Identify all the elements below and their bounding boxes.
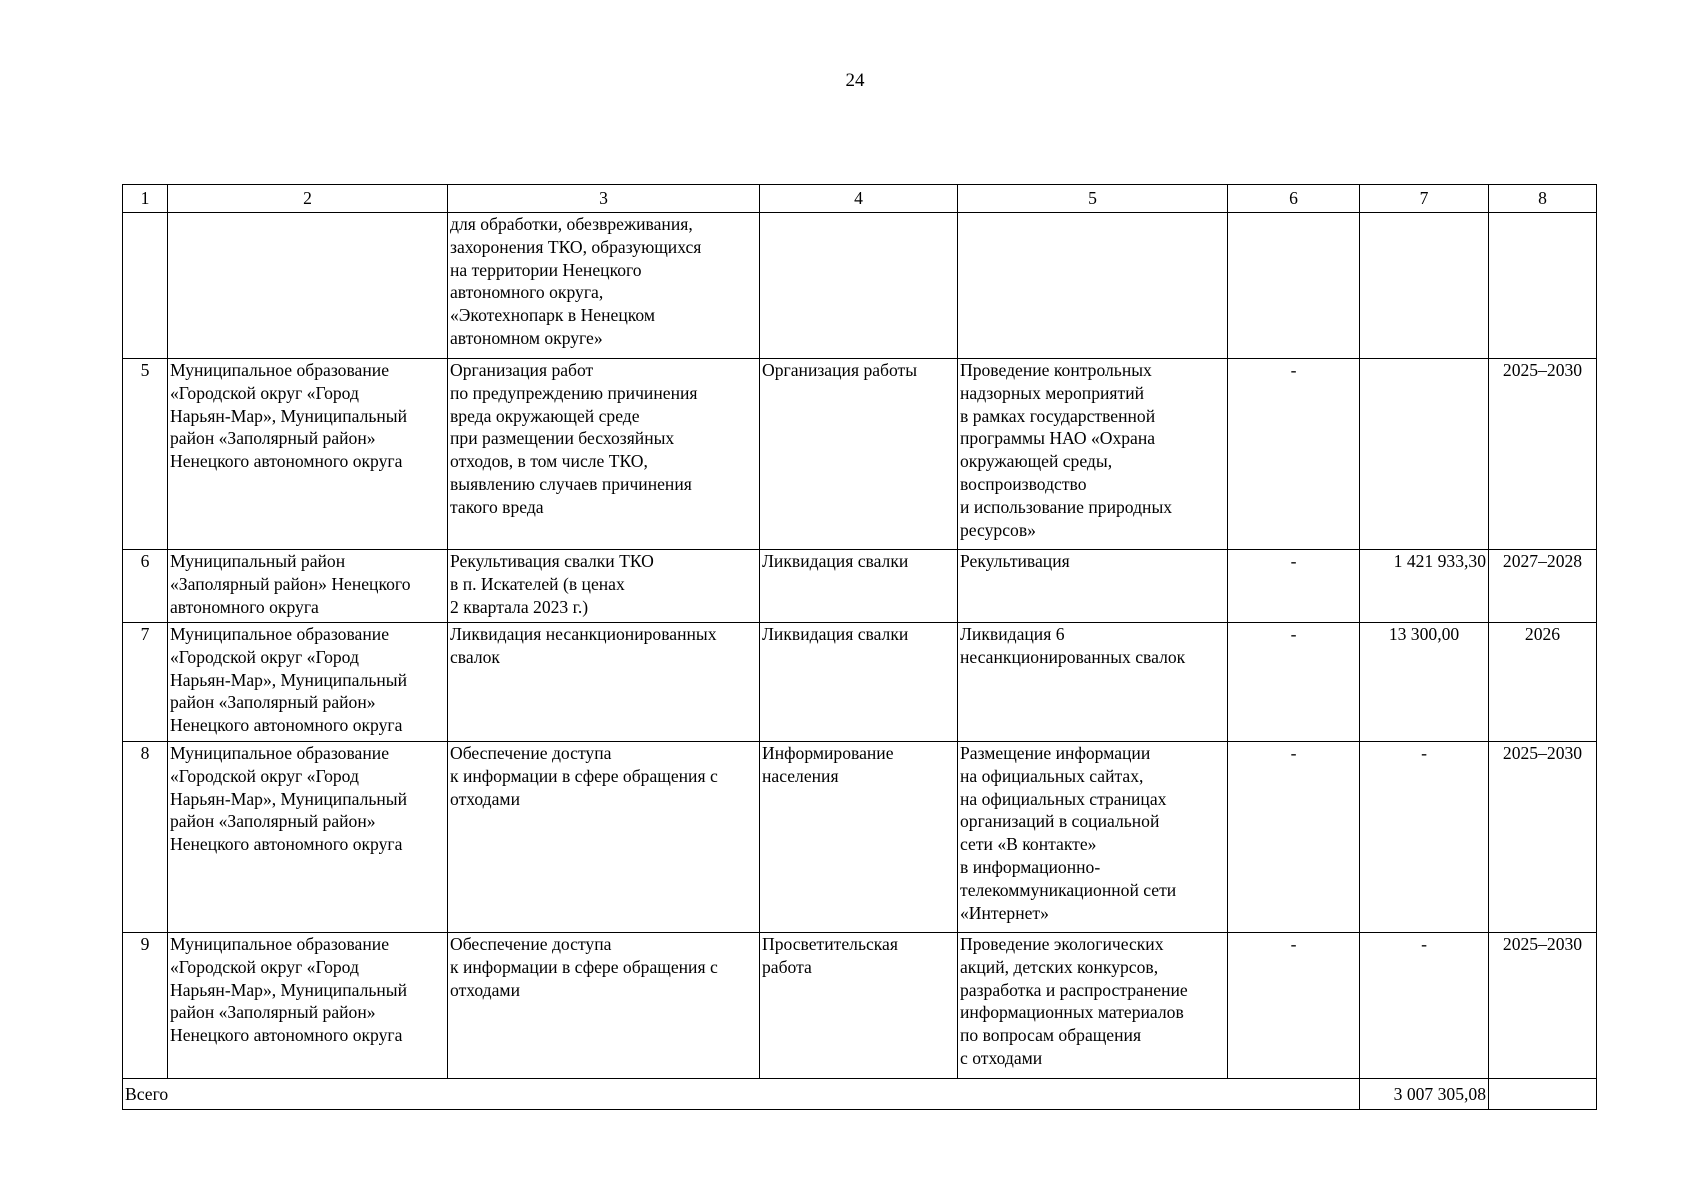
direction-cell: Проведение экологических акций, детских конкурсов, разработка и распространение информационных материалов по вопросам обращения с отходами [958, 933, 1228, 1079]
type-cell [760, 213, 958, 359]
col6-cell: - [1228, 623, 1360, 742]
direction-cell: Рекультивация [958, 550, 1228, 623]
entity-cell: Муниципальный район «Заполярный район» Ненецкого автономного округа [168, 550, 448, 623]
header-cell-2: 2 [168, 185, 448, 213]
cost-cell: - [1360, 933, 1489, 1079]
type-cell: Организация работы [760, 359, 958, 550]
entity-cell: Муниципальное образование «Городской округ «Город Нарьян-Мар», Муниципальный район «Заполярный район» Ненецкого автономного округа [168, 359, 448, 550]
table-row [123, 213, 1597, 359]
period-cell [1489, 213, 1597, 359]
row-number: 7 [123, 623, 168, 742]
table-row [123, 550, 1597, 623]
type-cell: Ликвидация свалки [760, 550, 958, 623]
header-row [123, 185, 1597, 213]
period-cell: 2025–2030 [1489, 359, 1597, 550]
row-number: 5 [123, 359, 168, 550]
direction-cell [958, 213, 1228, 359]
events-table [122, 184, 1597, 1110]
col6-cell [1228, 213, 1360, 359]
type-cell: Просветительская работа [760, 933, 958, 1079]
direction-cell: Размещение информации на официальных сайтах, на официальных страницах организаций в социальной сети «В контакте» в информационно- телекоммуникационной сети «Интернет» [958, 742, 1228, 933]
table-row [123, 742, 1597, 933]
type-cell: Ликвидация свалки [760, 623, 958, 742]
row-number: 8 [123, 742, 168, 933]
table-row [123, 359, 1597, 550]
entity-cell: Муниципальное образование «Городской округ «Город Нарьян-Мар», Муниципальный район «Заполярный район» Ненецкого автономного округа [168, 623, 448, 742]
type-cell: Информирование населения [760, 742, 958, 933]
period-cell: 2027–2028 [1489, 550, 1597, 623]
header-cell-3: 3 [448, 185, 760, 213]
row-number: 6 [123, 550, 168, 623]
total-label: Всего [123, 1079, 1360, 1110]
total-row [123, 1079, 1597, 1110]
direction-cell: Проведение контрольных надзорных мероприятий в рамках государственной программы НАО «Охрана окружающей среды, воспроизводство и использование природных ресурсов» [958, 359, 1228, 550]
header-cell-7: 7 [1360, 185, 1489, 213]
entity-cell [168, 213, 448, 359]
col6-cell: - [1228, 742, 1360, 933]
col6-cell: - [1228, 550, 1360, 623]
cost-cell [1360, 359, 1489, 550]
header-cell-5: 5 [958, 185, 1228, 213]
col6-cell: - [1228, 933, 1360, 1079]
row-number [123, 213, 168, 359]
event-cell: для обработки, обезвреживания, захоронения ТКО, образующихся на территории Ненецкого автономного округа, «Экотехнопарк в Ненецком автономном округе» [448, 213, 760, 359]
event-cell: Организация работ по предупреждению причинения вреда окружающей среде при размещении бесхозяйных отходов, в том числе ТКО, выявлению случаев причинения такого вреда [448, 359, 760, 550]
event-cell: Ликвидация несанкционированных свалок [448, 623, 760, 742]
cost-cell: 13 300,00 [1360, 623, 1489, 742]
entity-cell: Муниципальное образование «Городской округ «Город Нарьян-Мар», Муниципальный район «Заполярный район» Ненецкого автономного округа [168, 742, 448, 933]
row-number: 9 [123, 933, 168, 1079]
cost-cell: - [1360, 742, 1489, 933]
period-cell: 2025–2030 [1489, 742, 1597, 933]
event-cell: Обеспечение доступа к информации в сфере обращения с отходами [448, 933, 760, 1079]
period-cell: 2025–2030 [1489, 933, 1597, 1079]
total-cost: 3 007 305,08 [1360, 1079, 1489, 1110]
cost-cell: 1 421 933,30 [1360, 550, 1489, 623]
header-cell-1: 1 [123, 185, 168, 213]
header-cell-8: 8 [1489, 185, 1597, 213]
header-cell-6: 6 [1228, 185, 1360, 213]
table-row [123, 933, 1597, 1079]
period-cell: 2026 [1489, 623, 1597, 742]
direction-cell: Ликвидация 6 несанкционированных свалок [958, 623, 1228, 742]
header-cell-4: 4 [760, 185, 958, 213]
table-row [123, 623, 1597, 742]
col6-cell: - [1228, 359, 1360, 550]
event-cell: Обеспечение доступа к информации в сфере обращения с отходами [448, 742, 760, 933]
entity-cell: Муниципальное образование «Городской округ «Город Нарьян-Мар», Муниципальный район «Заполярный район» Ненецкого автономного округа [168, 933, 448, 1079]
cost-cell [1360, 213, 1489, 359]
page-number: 24 [845, 70, 865, 91]
event-cell: Рекультивация свалки ТКО в п. Искателей (в ценах 2 квартала 2023 г.) [448, 550, 760, 623]
total-period [1489, 1079, 1597, 1110]
